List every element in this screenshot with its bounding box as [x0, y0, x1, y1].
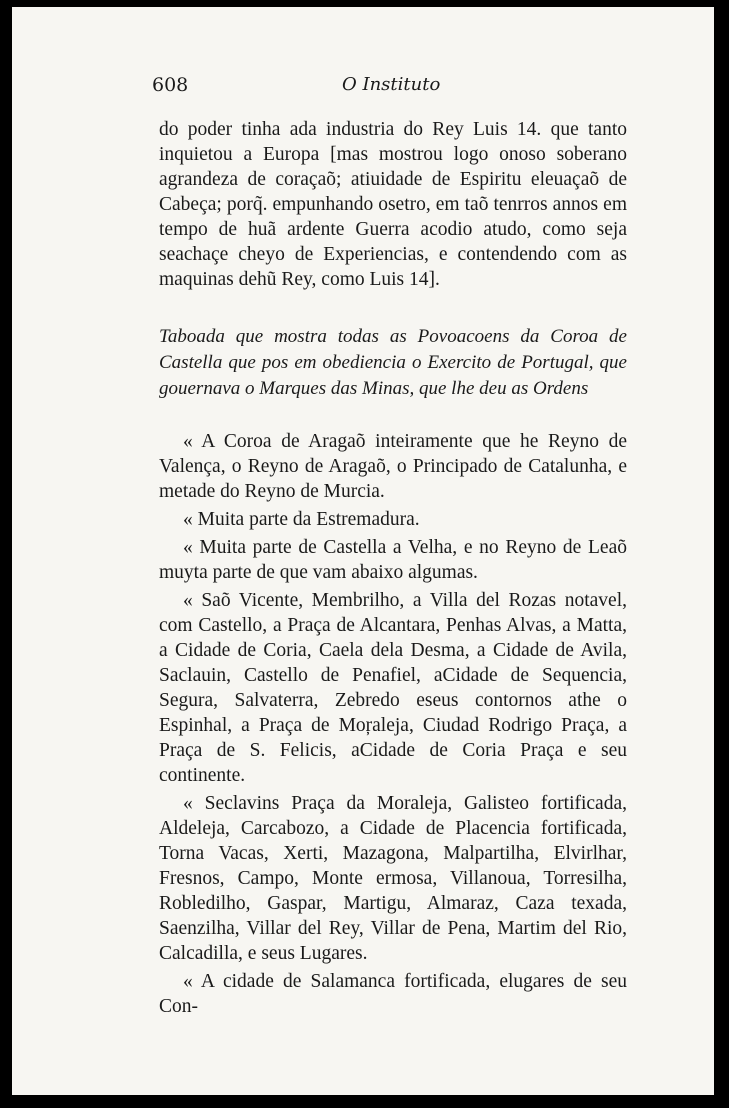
page-number: 608: [152, 74, 189, 96]
book-page: [12, 7, 714, 1095]
running-title: O Instituto: [342, 74, 441, 95]
settlement-list: [159, 429, 627, 1022]
list-entry: « A cidade de Salamanca fortificada, elugares de seu Con-: [159, 971, 627, 1017]
list-entry: « Seclavins Praça da Moraleja, Galisteo fortificada, Aldeleja, Carcabozo, a Cidade de Placencia fortificada, Torna Vacas, Xerti, Mazagona, Malpartilha, Elvirlhar, Fresnos, Campo, Monte ermosa, Villanoua, Torresilha, Robledilho, Gaspar, Martigu, Almaraz, Caza texada, Saenzilha, Villar del Rey, Villar de Pena, Martim del Rio, Calcadilla, e seus Lugares.: [159, 793, 627, 964]
intro-paragraph: do poder tinha ada industria do Rey Luis 14. que tanto inquietou a Europa [mas mostrou logo onoso soberano agrandeza de coraçaõ; atiuidade de Espiritu eleuaçaõ de Cabeça; porq̃. empunhando osetro, em taõ tenrros annos em tempo de huã ardente Guerra acodio atudo, como seja seachaçe cheyo de Experiencias, e contendendo com as maquinas dehũ Rey, como Luis 14].: [159, 119, 627, 290]
list-entry: « A Coroa de Aragaõ inteiramente que he Reyno de Valença, o Reyno de Aragaõ, o Principado de Catalunha, e metade do Reyno de Murcia.: [159, 431, 627, 502]
page-header: [152, 74, 642, 104]
list-entry: « Saõ Vicente, Membrilho, a Villa del Rozas notavel, com Castello, a Praça de Alcantara, Penhas Alvas, a Matta, a Cidade de Coria, Caela dela Desma, a Cidade de Avila, Saclauin, Castello de Penafiel, aCidade de Sequencia, Segura, Salvaterra, Zebredo eseus contornos athe o Espinhal, a Praça de Moŗaleja, Ciudad Rodrigo Praça, a Praça de S. Felicis, aCidade de Coria Praça e seu continente.: [159, 590, 627, 786]
table-caption: Taboada que mostra todas as Povoacoens da Coroa de Castella que pos em obediencia o Exercito de Portugal, que gouernava o Marques das Minas, que lhe deu as Ordens: [159, 326, 627, 399]
list-entry: « Muita parte da Estremadura.: [183, 509, 420, 530]
list-entry: « Muita parte de Castella a Velha, e no Reyno de Leaõ muyta parte de que vam abaixo algumas.: [159, 537, 627, 583]
